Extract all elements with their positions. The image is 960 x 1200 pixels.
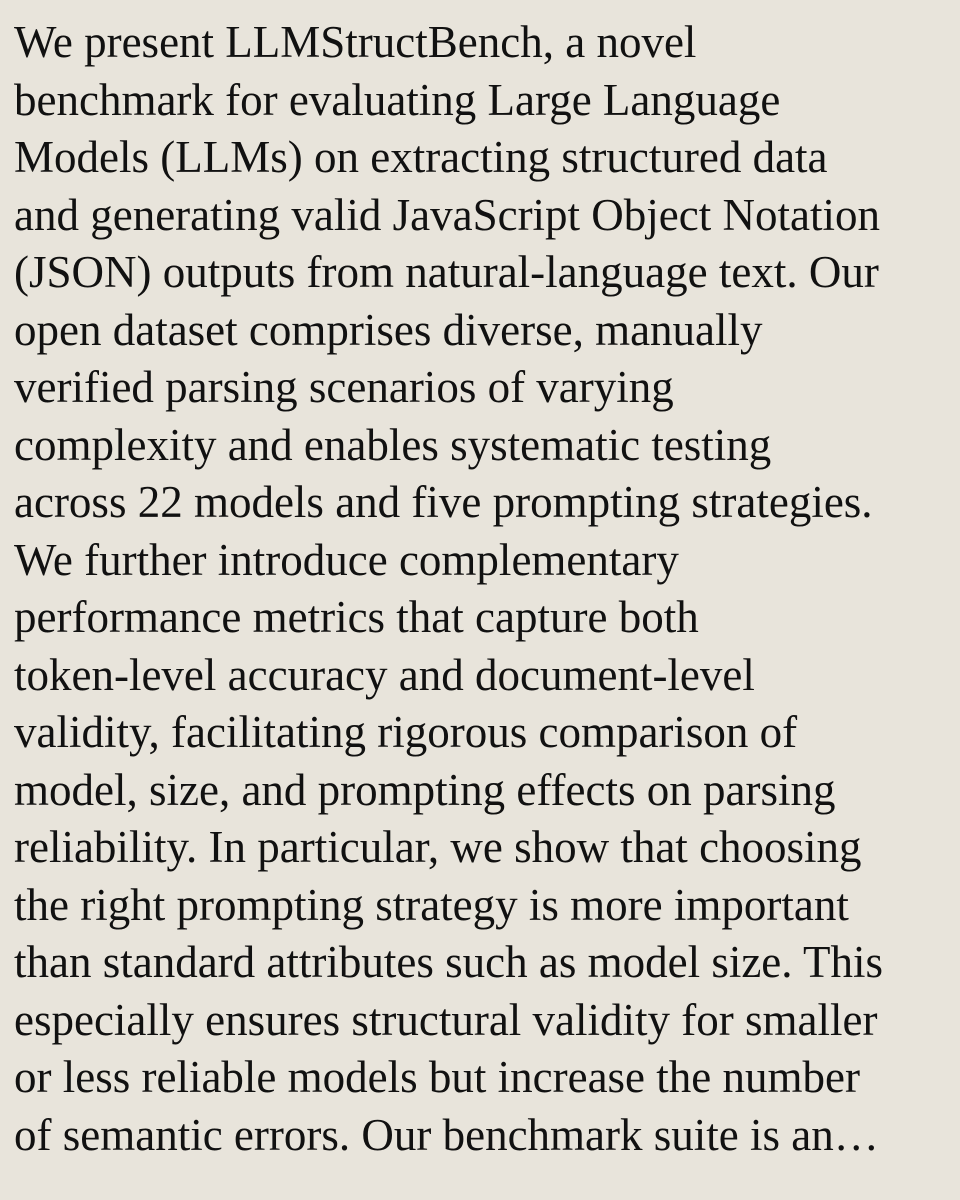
abstract-line: token-level accuracy and document-level — [14, 649, 755, 700]
abstract-text — [14, 14, 954, 1164]
abstract-line: than standard attributes such as model size. This — [14, 937, 883, 987]
abstract-line: and generating valid JavaScript Object Notation — [14, 189, 880, 240]
abstract-line: benchmark for evaluating Large Language — [14, 74, 781, 125]
abstract-line: validity, facilitating rigorous comparison of — [14, 707, 798, 757]
abstract-line: We present LLMStructBench, a novel — [14, 17, 697, 67]
abstract-line: across 22 models and five prompting strategies. — [14, 477, 873, 527]
abstract-line: (JSON) outputs from natural-language text. Our — [14, 247, 879, 297]
abstract-line: the right prompting strategy is more important — [14, 879, 849, 930]
abstract-line: model, size, and prompting effects on parsing — [14, 764, 836, 815]
abstract-line: especially ensures structural validity for smaller — [14, 994, 878, 1045]
abstract-line: verified parsing scenarios of varying — [14, 362, 674, 412]
abstract-line: reliability. In particular, we show that choosing — [14, 822, 862, 872]
abstract-line: complexity and enables systematic testing — [14, 419, 772, 470]
abstract-line: open dataset comprises diverse, manually — [14, 304, 763, 355]
abstract-line: or less reliable models but increase the number — [14, 1052, 860, 1102]
abstract-line: of semantic errors. Our benchmark suite is an… — [14, 1109, 879, 1160]
abstract-line: Models (LLMs) on extracting structured data — [14, 132, 828, 182]
abstract-line: We further introduce complementary — [14, 534, 679, 585]
abstract-line: performance metrics that capture both — [14, 592, 699, 642]
